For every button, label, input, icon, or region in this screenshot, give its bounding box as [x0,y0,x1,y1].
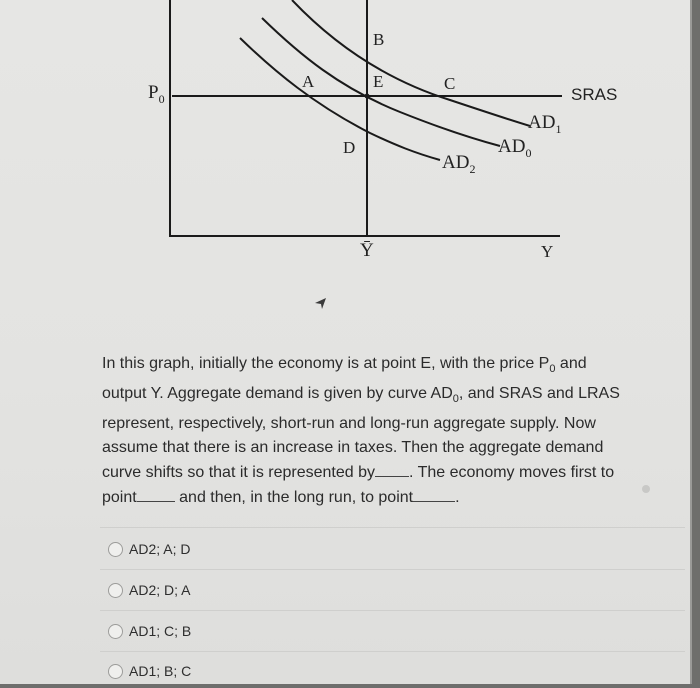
question-line-6 [102,486,662,511]
ad0-sub: 0 [525,145,532,160]
radio-button[interactable] [108,542,123,557]
blank-1 [375,462,409,477]
question-line-4: assume that there is an increase in taxes. Then the aggregate demand [102,439,604,457]
p0-letter: P [148,82,159,103]
radio-button[interactable] [108,624,123,639]
ad0-text: AD [498,136,526,157]
p0-label [148,82,165,107]
q-l5b: . The economy moves first to [409,464,615,482]
divider [100,651,685,652]
ad1-text: AD [528,112,556,133]
ad2-sub: 2 [469,161,476,176]
answer-option-1[interactable] [108,538,190,560]
radio-button[interactable] [108,583,123,598]
ad0-label [498,136,531,161]
sras-label: SRAS [571,85,618,104]
point-c-label: C [444,74,456,93]
question-line-5 [102,461,662,486]
point-e-label: E [373,72,384,91]
mouse-cursor-icon [314,297,328,311]
question-line-3: represent, respectively, short-run and long-run aggregate supply. Now [102,414,596,432]
blank-3 [413,487,455,502]
q-l2-end: , and SRAS and LRAS [458,384,620,402]
ad1-sub: 1 [555,121,562,136]
point-a-label: A [302,72,315,91]
point-b-label: B [373,30,385,49]
answer-option-2[interactable] [108,579,190,601]
q-l1-end: and [555,355,587,372]
divider [100,569,685,570]
answer-option-4[interactable] [108,660,191,682]
point-e-marker [365,94,370,99]
divider [100,610,685,611]
ad-as-graph [0,0,690,300]
question-text [102,352,662,511]
question-line-1 [102,352,662,382]
q-l6c: . [455,488,460,506]
question-line-2 [102,382,662,412]
q-l1: In this graph, initially the economy is at point E, with the price P [102,355,550,372]
option-label: AD2; D; A [129,582,191,598]
ad2-label [442,152,475,177]
point-d-label: D [343,138,356,157]
ad2-text: AD [442,152,470,173]
blank-2 [137,487,175,502]
y-bar-label: Ȳ [360,240,374,261]
decorative-dot [642,485,650,493]
divider [100,527,685,528]
option-label: AD1; C; B [129,623,192,639]
option-label: AD1; B; C [129,663,192,679]
q-l6b: and then, in the long run, to point [174,488,414,506]
q-l2: output Y. Aggregate demand is given by curve AD [102,384,453,402]
p0-sub: 0 [158,91,165,106]
radio-button[interactable] [108,664,123,679]
y-label: Y [541,242,554,261]
ad2-curve [240,38,440,160]
ad1-label [528,112,561,137]
option-label: AD2; A; D [129,541,191,557]
q-l6a: point [102,488,137,506]
q-l1-sub: 0 [549,363,556,376]
q-l2-sub: 0 [452,393,459,406]
q-l5a: curve shifts so that it is represented by [102,464,376,482]
ad1-curve [292,0,530,126]
answer-option-3[interactable] [108,620,191,642]
